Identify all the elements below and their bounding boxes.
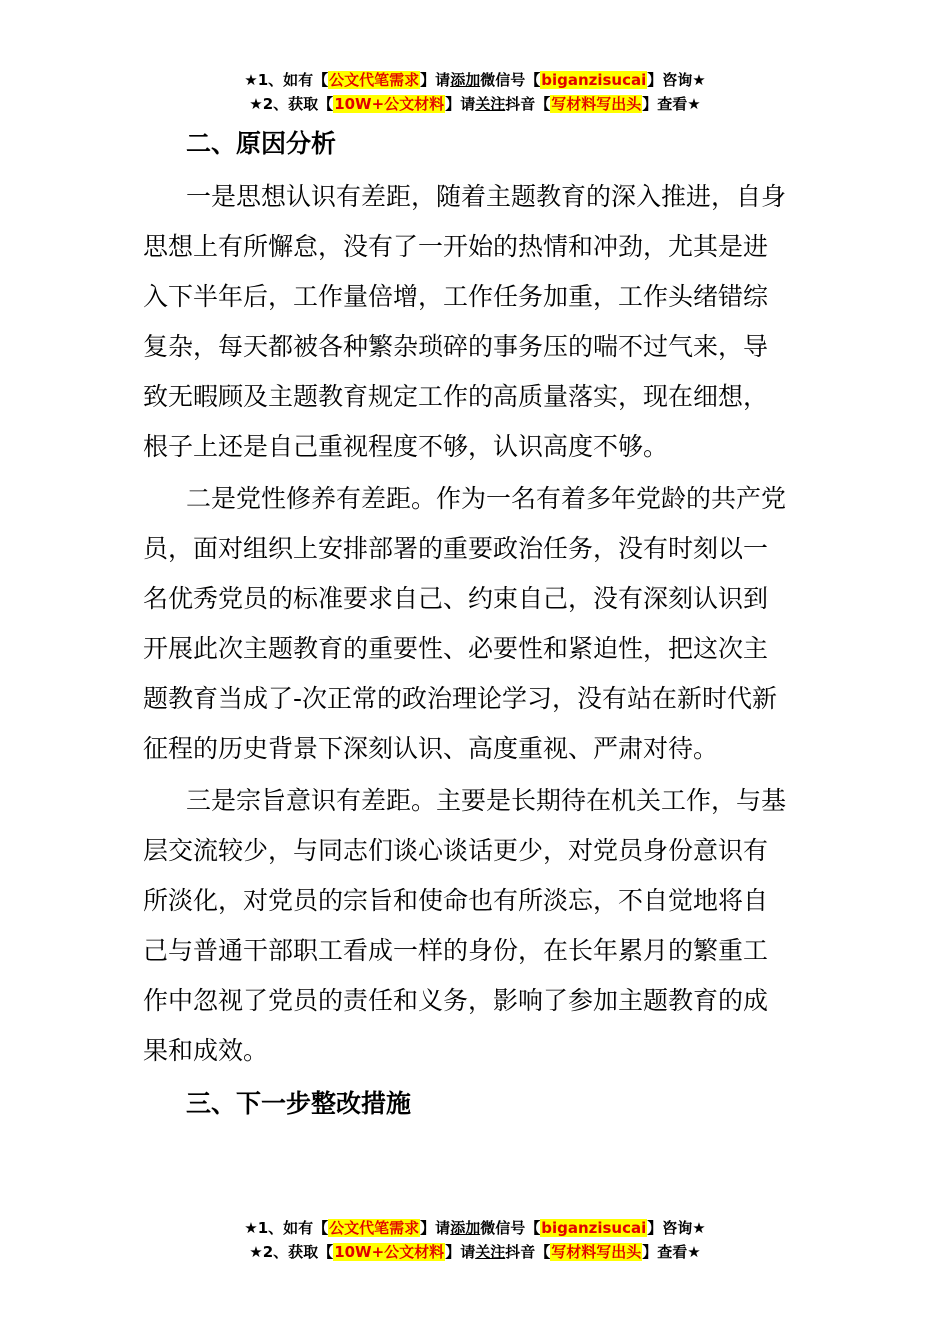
paragraph-line: 复杂，每天都被各种繁杂琐碎的事务压的喘不过气来，导 [143,332,769,361]
banner-highlight: 公文代笔需求 [329,71,420,89]
paragraph-line: 作中忽视了党员的责任和义务，影响了参加主题教育的成 [143,986,769,1015]
banner-text: 】请 [420,71,451,89]
banner-highlight: 10W+公文材料 [334,1243,445,1261]
banner-line-1 [0,68,950,92]
banner-underline: 关注 [475,95,506,113]
paragraph-line: 员，面对组织上安排部署的重要政治任务，没有时刻以一 [143,534,769,563]
banner-underline: 添加 [450,71,481,89]
paragraph-line: 名优秀党员的标准要求自己、约束自己，没有深刻认识到 [143,584,769,613]
banner-line-2 [0,1240,950,1264]
paragraph-line: 所淡化，对党员的宗旨和使命也有所淡忘，不自觉地将自 [143,886,769,915]
banner-text: 抖音【 [505,95,551,113]
banner-text: ★1、如有【 [244,1219,329,1237]
paragraph-line: 一是思想认识有差距，随着主题教育的深入推进，自身 [186,182,787,211]
paragraph-line: 果和成效。 [143,1036,269,1065]
banner-line-1 [0,1216,950,1240]
banner-highlight: biganzisucai [541,1219,647,1237]
banner-highlight: 公文代笔需求 [329,1219,420,1237]
section-heading-next-steps: 三、下一步整改措施 [186,1089,412,1118]
paragraph-line: 根子上还是自己重视程度不够，认识高度不够。 [143,432,669,461]
banner-text: 】请 [445,95,476,113]
footer-banner [0,1216,950,1264]
header-banner [0,68,950,116]
paragraph-line: 己与普通干部职工看成一样的身份，在长年累月的繁重工 [143,936,769,965]
paragraph-line: 开展此次主题教育的重要性、必要性和紧迫性，把这次主 [143,634,769,663]
paragraph-line: 三是宗旨意识有差距。主要是长期待在机关工作，与基 [186,786,787,815]
banner-underline: 添加 [450,1219,481,1237]
banner-text: ★1、如有【 [244,71,329,89]
banner-underline: 关注 [475,1243,506,1261]
paragraph-line: 层交流较少，与同志们谈心谈话更少，对党员身份意识有 [143,836,769,865]
banner-text: 】查看★ [642,1243,701,1261]
section-heading-cause-analysis: 二、原因分析 [186,129,337,158]
banner-line-2 [0,92,950,116]
banner-highlight: 写材料写出头 [551,95,642,113]
paragraph-purpose-awareness [143,776,786,1076]
banner-text: 】咨询★ [647,71,706,89]
banner-text: ★2、获取【 [249,1243,334,1261]
paragraph-line: 征程的历史背景下深刻认识、高度重视、严肃对待。 [143,734,719,763]
banner-text: 微信号【 [480,71,541,89]
banner-text: 微信号【 [480,1219,541,1237]
paragraph-line: 致无暇顾及主题教育规定工作的高质量落实，现在细想， [143,382,769,411]
paragraph-line: 入下半年后，工作量倍增，工作任务加重，工作头绪错综 [143,282,769,311]
paragraph-line: 二是党性修养有差距。作为一名有着多年党龄的共产党 [186,484,787,513]
banner-text: 】查看★ [642,95,701,113]
paragraph-line: 思想上有所懈怠，没有了一开始的热情和冲劲，尤其是进 [143,232,769,261]
paragraph-party-spirit [143,474,786,774]
banner-highlight: biganzisucai [541,71,647,89]
paragraph-thinking [143,172,786,472]
banner-text: 】请 [445,1243,476,1261]
banner-text: ★2、获取【 [249,95,334,113]
banner-text: 】请 [420,1219,451,1237]
banner-highlight: 10W+公文材料 [334,95,445,113]
banner-highlight: 写材料写出头 [551,1243,642,1261]
banner-text: 】咨询★ [647,1219,706,1237]
banner-text: 抖音【 [505,1243,551,1261]
paragraph-line: 题教育当成了-次正常的政治理论学习，没有站在新时代新 [143,684,778,713]
